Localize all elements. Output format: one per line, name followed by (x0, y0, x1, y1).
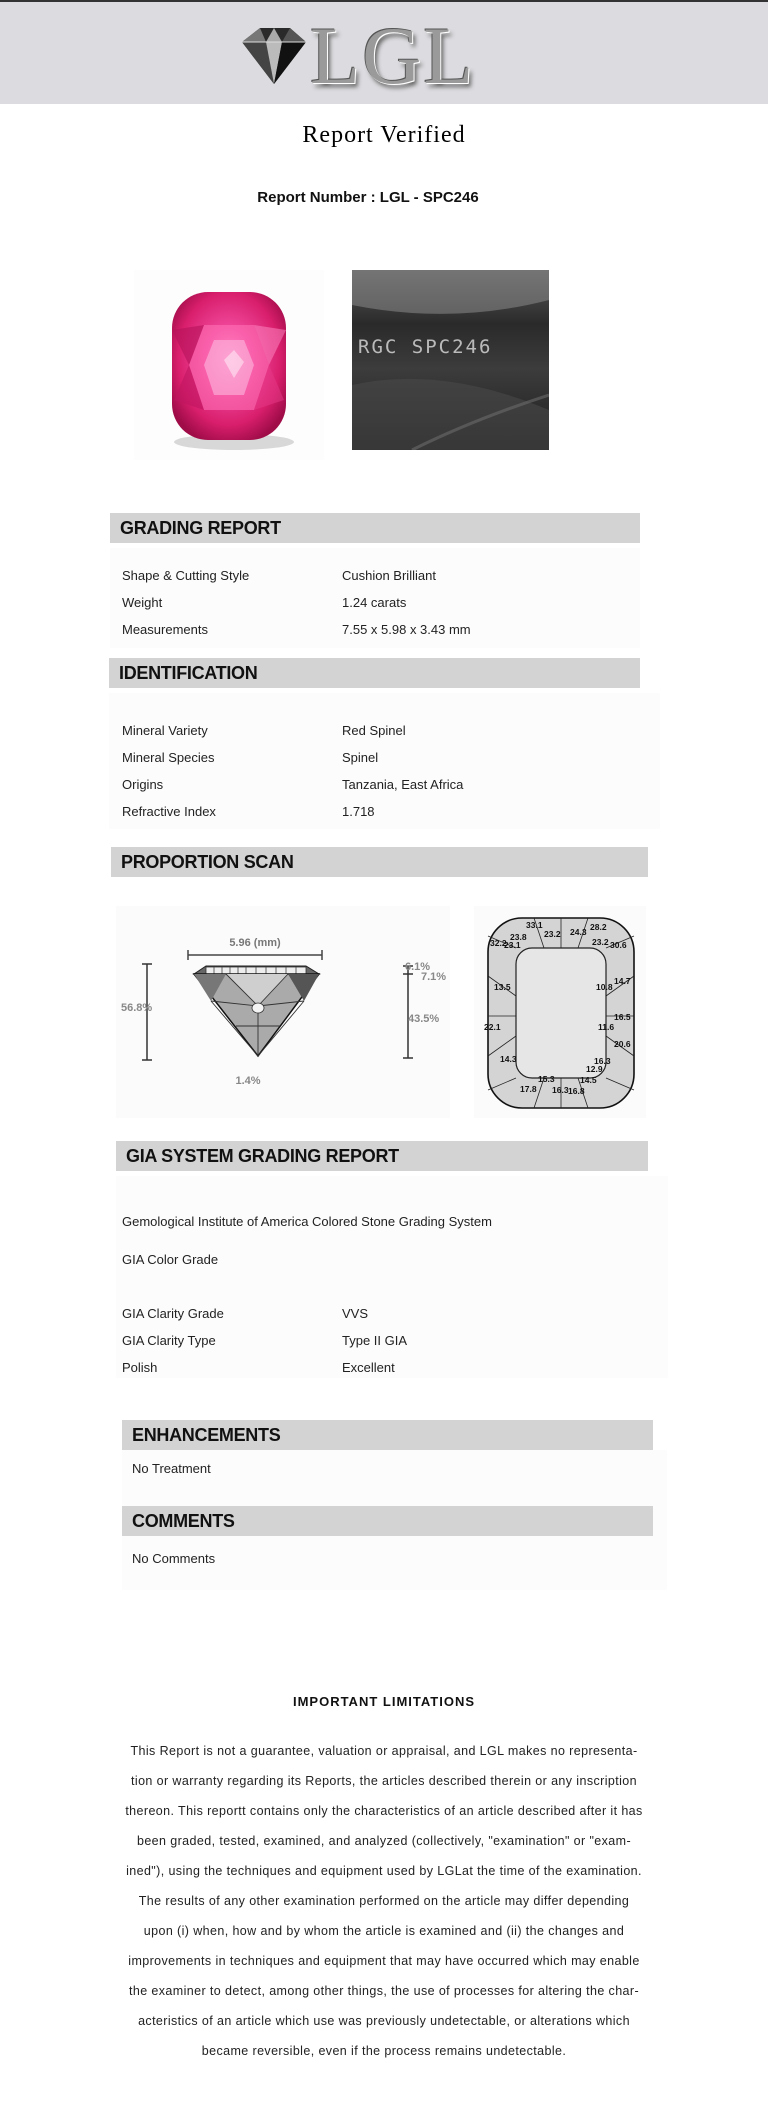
facet-label: 30.6 (610, 940, 627, 950)
facet-label: 23.8 (510, 932, 527, 942)
row-value: Type II GIA (342, 1333, 408, 1348)
cushion-gem-image (134, 270, 324, 460)
limitations-heading: IMPORTANT LIMITATIONS (292, 1694, 476, 1709)
row-label: Measurements (122, 622, 208, 637)
limitations-line: acteristics of an article which use was previously undetectable, or alterations which (138, 2014, 630, 2028)
laser-inscription-image (352, 270, 549, 450)
limitations-line: thereon. This reportt contains only the characteristics of an article described after it has (125, 1804, 643, 1818)
facet-label: 13.5 (494, 982, 511, 992)
row-value: VVS (342, 1306, 369, 1321)
gia-system-text: Gemological Institute of America Colored Stone Grading System (122, 1214, 492, 1229)
diamond-icon (232, 22, 312, 92)
facet-label: 23.2 (544, 929, 561, 939)
facet-label: 33.1 (526, 920, 543, 930)
limitations-line: the examiner to detect, among other things, the use of processes for altering the char- (128, 1984, 640, 1998)
enhancements-heading: ENHANCEMENTS (122, 1420, 653, 1450)
crown-angle-label: 7.1% (421, 971, 447, 983)
gem-top-view-drawing (474, 906, 646, 1118)
row-value: Tanzania, East Africa (342, 777, 464, 792)
limitations-line: improvements in techniques and equipment that may have occurred which may enable (128, 1954, 640, 1968)
gia-report-heading: GIA SYSTEM GRADING REPORT (116, 1141, 648, 1171)
comments-text: No Comments (132, 1551, 216, 1566)
facet-label: 23.1 (504, 940, 521, 950)
facet-label: 14.7 (614, 976, 631, 986)
report-number: Report Number : LGL - SPC246 (257, 189, 479, 206)
total-depth-label: 56.8% (121, 1002, 153, 1014)
facet-label: 10.8 (596, 982, 613, 992)
facet-label: 11.6 (598, 1022, 615, 1032)
inscription-text: RGC SPC246 (358, 336, 493, 358)
facet-label: 23.2 (592, 937, 609, 947)
facet-label: 16.5 (614, 1012, 631, 1022)
identification-heading: IDENTIFICATION (109, 658, 640, 688)
limitations-line: The results of any other examination performed on the article may differ depending (138, 1894, 630, 1908)
facet-label: 20.6 (614, 1039, 631, 1049)
row-label: Origins (122, 777, 164, 792)
enhancements-text: No Treatment (132, 1461, 211, 1476)
facet-label: 14.3 (500, 1054, 517, 1064)
limitations-text (114, 1736, 654, 2066)
lgl-logo[interactable] (232, 10, 492, 101)
row-label: Refractive Index (122, 804, 216, 819)
grading-report-heading: GRADING REPORT (110, 513, 640, 543)
page-title: Report Verified (302, 122, 466, 148)
facet-label: 16.8 (568, 1086, 585, 1096)
row-label: Weight (122, 595, 163, 610)
row-label: Shape & Cutting Style (122, 568, 250, 583)
row-label: GIA Clarity Grade (122, 1306, 224, 1321)
facet-label: 15.3 (538, 1074, 555, 1084)
row-label: GIA Clarity Type (122, 1333, 216, 1348)
row-label: Mineral Variety (122, 723, 208, 738)
facet-label: 28.2 (590, 922, 607, 932)
profile-diagram (116, 906, 450, 1118)
crown-height-label: 6.1% (405, 961, 431, 973)
limitations-line: been graded, tested, examined, and analyzed (collectively, "examination" or "exam- (136, 1834, 632, 1848)
pavilion-label: 43.5% (408, 1013, 440, 1025)
logo-text: LGL (310, 10, 476, 101)
facet-label: 14.5 (580, 1075, 597, 1085)
limitations-line: This Report is not a guarantee, valuation or appraisal, and LGL makes no representa- (130, 1744, 638, 1758)
proportion-scan-heading: PROPORTION SCAN (111, 847, 648, 877)
row-value: 1.718 (342, 804, 375, 819)
facet-label: 24.3 (570, 927, 587, 937)
row-value: 7.55 x 5.98 x 3.43 mm (342, 622, 471, 637)
row-value: Spinel (342, 750, 379, 765)
culet-label: 1.4% (235, 1075, 261, 1087)
row-value: Red Spinel (342, 723, 406, 738)
limitations-line: tion or warranty regarding its Reports, the articles described therein or any inscription (131, 1774, 637, 1788)
row-label: Mineral Species (122, 750, 215, 765)
limitations-line: ined"), using the techniques and equipment used by LGLat the time of the examination. (126, 1864, 642, 1878)
row-value: Excellent (342, 1360, 395, 1375)
facet-label: 16.3 (552, 1085, 569, 1095)
facet-label: 32.2 (490, 938, 507, 948)
limitations-line: upon (i) when, how and by whom the article is examined and (ii) the changes and (143, 1924, 625, 1938)
facet-label: 16.3 (594, 1056, 611, 1066)
top-view-diagram (474, 906, 646, 1118)
comments-heading: COMMENTS (122, 1506, 653, 1536)
row-value: 1.24 carats (342, 595, 407, 610)
facet-label: 22.1 (484, 1022, 501, 1032)
facet-label: 12.9 (586, 1064, 603, 1074)
width-label: 5.96 (mm) (229, 937, 281, 949)
gem-profile-drawing (116, 906, 450, 1118)
inscription-photo (352, 270, 549, 450)
site-header (0, 2, 768, 104)
row-label: Polish (122, 1360, 158, 1375)
gem-photo (134, 270, 324, 460)
limitations-line: became reversible, even if the process remains undetectable. (201, 2044, 567, 2058)
gia-color-grade-label: GIA Color Grade (122, 1252, 219, 1267)
facet-label: 17.8 (520, 1084, 537, 1094)
row-value: Cushion Brilliant (342, 568, 436, 583)
